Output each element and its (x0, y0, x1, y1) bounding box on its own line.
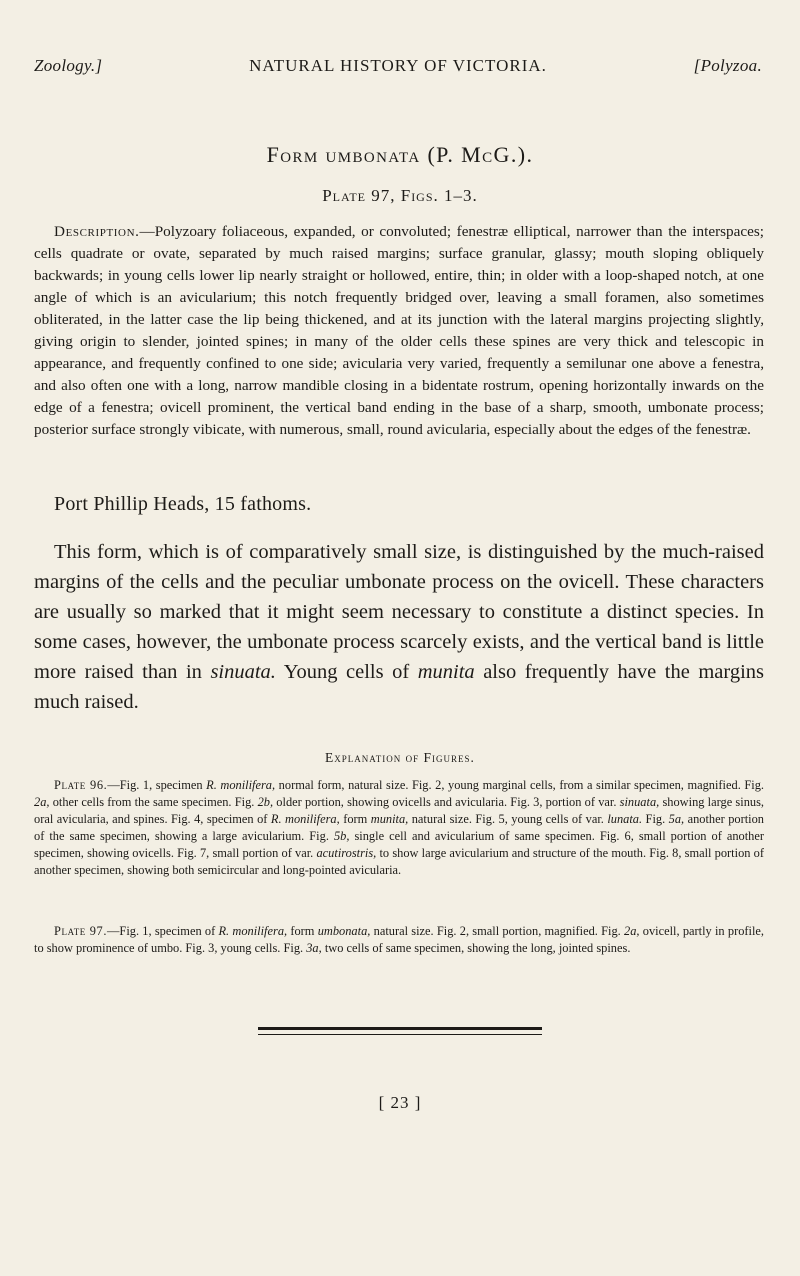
plate-96-text: natural size. Fig. 5, young cells of var. (408, 812, 608, 826)
plate-97-italic: R. monilifera, (218, 924, 288, 938)
closing-rule-thick (258, 1027, 542, 1030)
remarks-text-2: Young cells of (275, 661, 418, 683)
running-head-left: Zoology.] (34, 56, 103, 75)
plate-96-italic: munita, (370, 812, 409, 826)
plate-96-italic: 5a, (668, 812, 685, 826)
plate-96-italic: R. monilifera, (206, 778, 276, 792)
description-paragraph (34, 221, 764, 441)
description-text: —Polyzoary foliaceous, expanded, or convoluted; fenestræ elliptical, narrower than the interspaces; cells quadrate or ovate, separated by much raised margins; surface granular, glassy; mouth sloping obliquely backwards; in young cells lower lip nearly straight or hollowed, entire, thin; in older with a loop-shaped notch, at one angle of which is an avicularium; this notch frequently bridged over, leaving a small foramen, also sometimes obliterated, in the latter case the lip being thickened, and at its junction with the lateral margins projecting slightly, giving origin to slender, jointed spines; in many of the older cells these spines are very thick and telescopic in appearance, and frequently confined to one side; avicularia very varied, frequently a semilunar one above a fenestra, and also often one with a long, narrow mandible closing in a bidentate rostrum, opening horizontally inwards on the edge of a fenestra; ovicell prominent, the vertical band ending in the base of a sharp, smooth, umbonate process; posterior surface strongly vibicate, with numerous, small, round avicularia, especially about the edges of the fenestræ. (34, 223, 764, 438)
remarks-italic-2: munita (417, 661, 475, 683)
page-number: [ 23 ] (378, 1093, 422, 1112)
plate-96-text: older portion, showing ovicells and avicularia. Fig. 3, portion of var. (273, 795, 620, 809)
running-head-center: NATURAL HISTORY OF VICTORIA. (249, 56, 547, 75)
running-head (34, 56, 762, 80)
plate-97-explanation (34, 923, 764, 957)
closing-rule-thin (258, 1034, 542, 1035)
plate-96-text: Fig. (642, 812, 669, 826)
running-head-right: [Polyzoa. (693, 56, 762, 75)
plate-97-italic: umbonata, (317, 924, 371, 938)
plate-96-text: other cells from the same specimen. Fig. (49, 795, 258, 809)
plate-97-text: —Fig. 1, specimen of (107, 924, 219, 938)
plate-97-italic: 3a, (306, 941, 322, 955)
plate-97-label: Plate 97. (54, 924, 108, 938)
plate-96-text: single cell and avicularium of same specimen. Fig. 6, small portion of another specimen, showing ovicells. Fig. 7, small portion of var. (34, 829, 764, 860)
locality-heading: Port Phillip Heads, 15 fathoms. (54, 493, 312, 515)
plate-97-text: two cells of same specimen, showing the long, jointed spines. (321, 941, 631, 955)
plate-96-italic: sinuata, (619, 795, 660, 809)
form-title: Form umbonata (P. McG.). (266, 142, 534, 167)
plate-96-text: form (339, 812, 371, 826)
remarks-paragraph (34, 537, 764, 717)
remarks-text-3: also frequently have the margins much raised. (34, 661, 764, 713)
plate-96-italic: 2a, (34, 795, 50, 809)
remarks-text-1: This form, which is of comparatively small size, is distinguished by the much-raised margins of the cells and the peculiar umbonate process on the ovicell. These characters are usually so marked that it might seem necessary to constitute a distinct species. In some cases, however, the umbonate process scarcely exists, and the vertical band is little more raised than in (34, 541, 764, 683)
plate-96-italic: lunata. (607, 812, 643, 826)
plate-97-text: natural size. Fig. 2, small portion, magnified. Fig. (370, 924, 625, 938)
plate-96-label: Plate 96. (54, 778, 108, 792)
plate-96-italic: R. monilifera, (270, 812, 340, 826)
remarks-italic-1: sinuata. (210, 661, 276, 683)
plate-97-italic: 2a, (624, 924, 640, 938)
plate-96-text: to show large avicularium and structure of the mouth. Fig. 8, small portion of another specimen, showing both semicircular and long-pointed avicularia. (34, 846, 764, 877)
plate-96-italic: acutirostris, (316, 846, 377, 860)
plate-reference: Plate 97, Figs. 1–3. (322, 186, 478, 205)
plate-96-text: normal form, natural size. Fig. 2, young marginal cells, from a similar specimen, magnified. Fig. (275, 778, 764, 792)
plate-96-text: another portion of the same specimen, showing a large avicularium. Fig. (34, 812, 765, 843)
plate-96-text: showing large sinus, oral avicularia, and spines. Fig. 4, specimen of (34, 795, 765, 826)
plate-96-italic: 5b, (333, 829, 350, 843)
plate-97-text: form (287, 924, 318, 938)
plate-96-text: —Fig. 1, specimen (107, 778, 207, 792)
explanation-heading: Explanation of Figures. (325, 750, 475, 765)
plate-96-explanation (34, 777, 764, 879)
plate-96-italic: 2b, (257, 795, 274, 809)
plate-97-text: ovicell, partly in profile, to show prominence of umbo. Fig. 3, young cells. Fig. (34, 924, 764, 955)
description-label: Description. (54, 223, 140, 240)
